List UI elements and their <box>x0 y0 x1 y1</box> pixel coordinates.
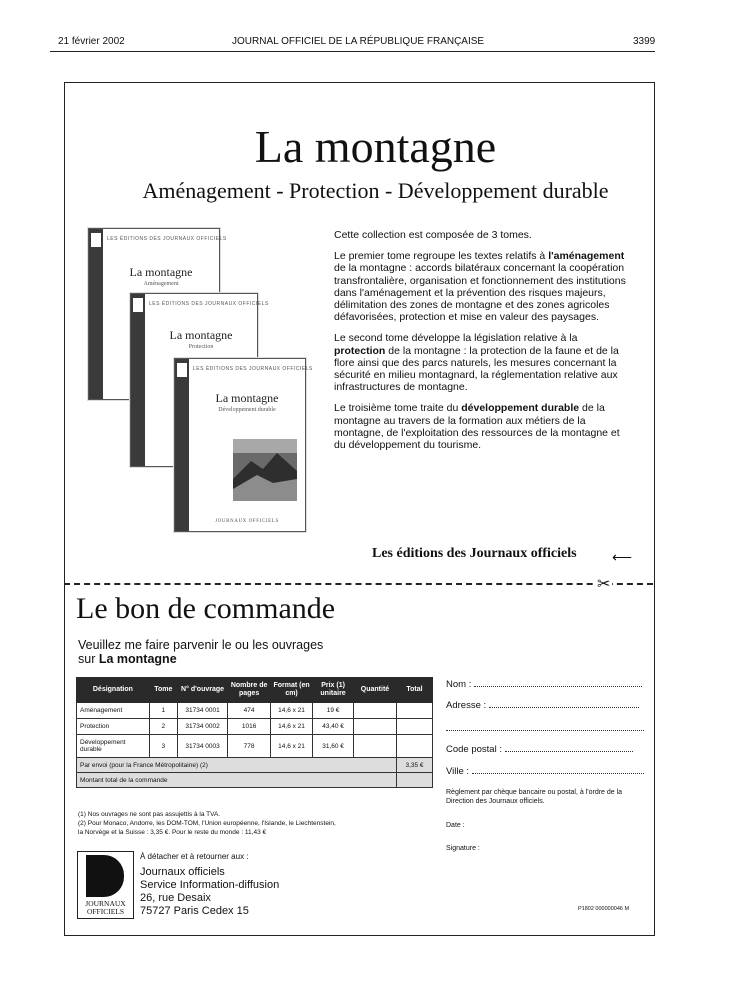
ad-subtitle: Aménagement - Protection - Développement durable <box>142 178 609 203</box>
desc-tome3: Le troisième tome traite du développement durable de la montagne au travers de la formation aux métiers de la montagne, de l'exploitation des ressources de la montagne et du développement du tourisme. <box>334 402 620 452</box>
ad-description <box>334 229 626 460</box>
total-row: Montant total de la commande <box>77 773 433 788</box>
return-address: Journaux officiels Service Information-diffusion 26, rue Desaix 75727 Paris Cedex 15 <box>140 866 280 917</box>
jo-logo-icon <box>86 855 124 897</box>
total-field[interactable] <box>396 703 432 719</box>
header-journal: JOURNAL OFFICIEL DE LA RÉPUBLIQUE FRANÇAISE <box>232 36 485 47</box>
book-title: La montagne <box>169 328 233 342</box>
col-total: Total <box>396 678 432 703</box>
table-row: Développement durable 3 31734 0003 778 14,6 x 21 31,60 € <box>77 735 433 758</box>
code-postal-field[interactable]: Code postal : <box>446 742 633 755</box>
desc-tome1: Le premier tome regroupe les textes relatifs à l'aménagement de la montagne : accords bilatéraux concernant la coopération transfrontalière, organisation et fonctionnement des institutions dans l'aménagement et la prévention des risques majeurs, délimitation des zones de montagne et des zones agricoles défavorisées, protection et mise en valeur des paysages. <box>334 250 626 324</box>
quantity-field[interactable] <box>353 719 396 735</box>
date-field[interactable]: Date : <box>446 822 465 829</box>
order-notes: (1) Nos ouvrages ne sont pas assujettis à la TVA. (2) Pour Monaco, Andorre, les DOM-TOM, l'Union européenne, l'Islande, le Liechtenstein, la Norvège et la Suisse : 3,35 €. Pour le reste du monde : 11,43 € <box>78 811 336 836</box>
adresse-field[interactable]: Adresse : <box>446 698 639 711</box>
scissors-icon: ✂ <box>597 576 611 593</box>
detach-instruction: À détacher et à retourner aux : <box>140 852 249 861</box>
col-numero: N° d'ouvrage <box>177 678 227 703</box>
ville-field[interactable]: Ville : <box>446 764 644 777</box>
col-quantite: Quantité <box>353 678 396 703</box>
col-prix: Prix (1) unitaire <box>313 678 354 703</box>
desc-intro: Cette collection est composée de 3 tomes. <box>334 229 532 241</box>
shipping-row: Par envoi (pour la France Métropolitaine) (2) 3,35 € <box>77 758 433 773</box>
quantity-field[interactable] <box>353 703 396 719</box>
signature-field[interactable]: Signature : <box>446 845 480 852</box>
table-row: Protection 2 31734 0002 1016 14,6 x 21 43,40 € <box>77 719 433 735</box>
col-pages: Nombre de pages <box>228 678 271 703</box>
col-format: Format (en cm) <box>270 678 312 703</box>
advert-frame <box>64 82 655 936</box>
jo-logo-icon <box>91 233 101 247</box>
book-subtitle: Développement durable <box>218 407 276 413</box>
shipping-value: 3,35 € <box>396 758 432 773</box>
header-date: 21 février 2002 <box>58 36 125 47</box>
book-cover-2: LES ÉDITIONS DES JOURNAUX OFFICIELS La montagne Protection <box>130 293 258 467</box>
publisher-name: Les éditions des Journaux officiels <box>372 546 577 561</box>
cut-line <box>64 583 653 585</box>
table-row: Aménagement 1 31734 0001 474 14,6 x 21 19 € <box>77 703 433 719</box>
payment-note: Règlement par chèque bancaire ou postal, à l'ordre de la Direction des Journaux officiels. <box>446 789 623 805</box>
grand-total-field[interactable] <box>396 773 432 788</box>
order-intro: Veuillez me faire parvenir le ou les ouvrages sur La montagne <box>78 638 324 666</box>
journaux-officiels-logo: JOURNAUX OFFICIELS <box>77 851 134 919</box>
jo-logo-icon <box>133 298 143 312</box>
book-publisher: JOURNAUX OFFICIELS <box>215 519 279 524</box>
ad-title: La montagne <box>254 121 497 172</box>
jo-logo-icon <box>177 363 187 377</box>
nom-field[interactable]: Nom : <box>446 677 642 690</box>
header-page: 3399 <box>633 36 656 47</box>
quantity-field[interactable] <box>353 735 396 758</box>
arrow-left-icon: ⟵ <box>612 549 633 565</box>
adresse-line2-field[interactable] <box>446 721 644 734</box>
book-cover-1: LES ÉDITIONS DES JOURNAUX OFFICIELS La montagne Aménagement <box>88 228 220 400</box>
total-field[interactable] <box>396 735 432 758</box>
col-designation: Désignation <box>77 678 150 703</box>
book-subtitle: Protection <box>188 344 214 350</box>
book-subtitle: Aménagement <box>143 281 179 287</box>
mountain-photo-icon <box>233 439 297 501</box>
order-title: Le bon de commande <box>76 592 336 625</box>
col-tome: Tome <box>149 678 177 703</box>
desc-tome2: Le second tome développe la législation relative à la protection de la montagne : la protection de la faune et de la flore ainsi que des parcs naturels, les mesures concernant la sécurité en milieu montagnard, la réglementation relative aux infrastructures de montagne. <box>334 332 619 394</box>
reference-code: P1802 000000046 M <box>578 906 630 912</box>
book-title: La montagne <box>129 265 193 279</box>
book-cover-3: LES ÉDITIONS DES JOURNAUX OFFICIELS La montagne Développement durable JOURNAUX OFFICIELS <box>174 358 306 532</box>
total-field[interactable] <box>396 719 432 735</box>
book-title: La montagne <box>215 391 279 405</box>
header-rule <box>50 51 655 52</box>
order-table <box>76 677 433 788</box>
